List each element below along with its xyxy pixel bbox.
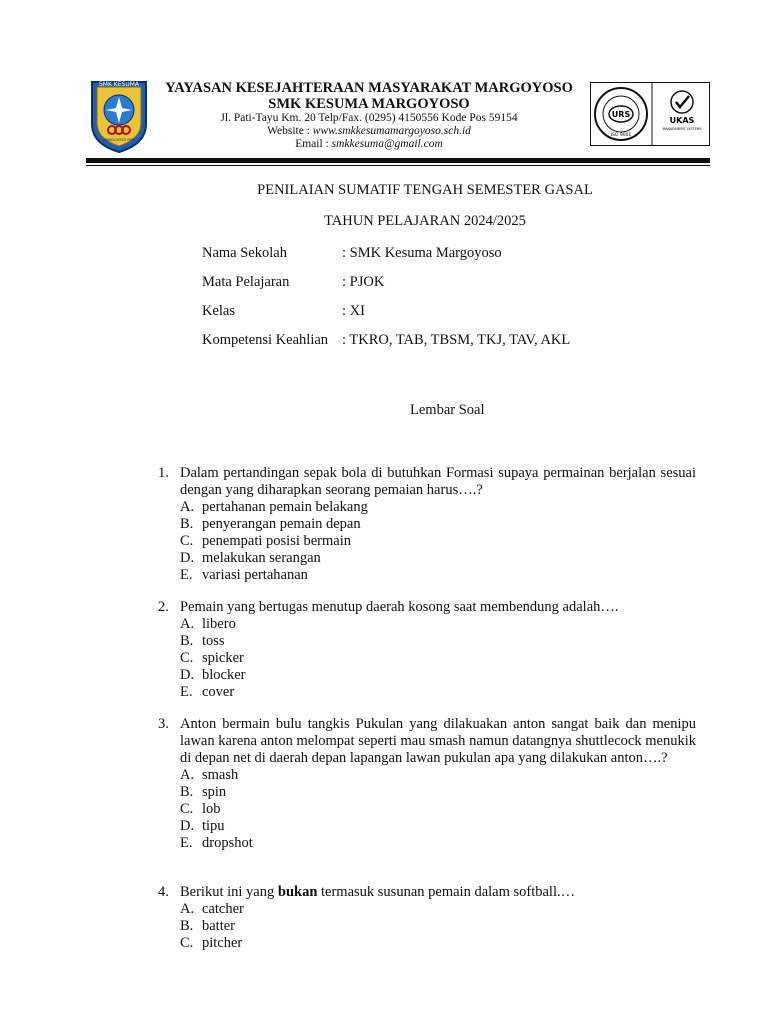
option-text: dropshot bbox=[202, 835, 253, 851]
option-text: pitcher bbox=[202, 935, 243, 951]
question-1 bbox=[158, 465, 696, 584]
option-letter: D. bbox=[180, 550, 195, 566]
logo-text: SMK KESUMA bbox=[98, 81, 140, 88]
option-text: catcher bbox=[202, 901, 244, 917]
question-number: 2. bbox=[158, 599, 169, 615]
option-item bbox=[180, 818, 696, 835]
option-item bbox=[180, 901, 696, 918]
email-line bbox=[150, 138, 588, 150]
question-text: Pemain yang bertugas menutup daerah kosong saat membendung adalah…. bbox=[180, 599, 619, 615]
option-letter: B. bbox=[180, 516, 194, 532]
ukas-sub-text: MANAGEMENT SYSTEMS bbox=[662, 127, 702, 131]
website-line bbox=[150, 125, 588, 137]
question-number: 3. bbox=[158, 716, 169, 732]
header-divider-thick bbox=[86, 158, 710, 163]
option-item bbox=[180, 550, 696, 567]
option-letter: B. bbox=[180, 918, 194, 934]
question-3 bbox=[158, 716, 696, 852]
question-text-part: Berikut ini yang bbox=[180, 884, 278, 900]
option-letter: C. bbox=[180, 935, 194, 951]
option-text: smash bbox=[202, 767, 239, 783]
option-letter: B. bbox=[180, 784, 194, 800]
email-link[interactable]: smkkesuma@gmail.com bbox=[331, 138, 443, 150]
option-text: toss bbox=[202, 633, 225, 649]
logo-bottom-text: MARGOYOSO PATI bbox=[103, 138, 135, 142]
option-text: spin bbox=[202, 784, 227, 800]
question-emphasis: bukan bbox=[277, 884, 318, 900]
academic-year: TAHUN PELAJARAN 2024/2025 bbox=[324, 213, 526, 229]
option-letter: A. bbox=[180, 499, 195, 515]
certification-logos bbox=[590, 82, 710, 146]
info-row bbox=[202, 245, 502, 262]
option-item bbox=[180, 667, 696, 684]
option-text: penempati posisi bermain bbox=[202, 533, 351, 549]
foundation-name: YAYASAN KESEJAHTERAAN MASYARAKAT MARGOYOSO bbox=[165, 80, 573, 96]
option-text: cover bbox=[202, 684, 235, 700]
info-value: : PJOK bbox=[342, 274, 385, 290]
option-item bbox=[180, 516, 696, 533]
cert-urs-text: URS bbox=[611, 110, 631, 119]
email-label: Email : bbox=[295, 138, 332, 150]
question-4 bbox=[158, 884, 696, 952]
info-label: Nama Sekolah bbox=[202, 245, 287, 261]
option-text: lob bbox=[202, 801, 221, 817]
school-name: SMK KESUMA MARGOYOSO bbox=[268, 96, 470, 112]
option-letter: C. bbox=[180, 533, 194, 549]
option-letter: D. bbox=[180, 667, 195, 683]
option-letter: E. bbox=[180, 835, 193, 851]
option-item bbox=[180, 567, 696, 584]
option-text: blocker bbox=[202, 667, 246, 683]
option-item bbox=[180, 616, 696, 633]
option-letter: E. bbox=[180, 567, 193, 583]
info-row bbox=[202, 332, 570, 349]
question-text-part: termasuk susunan pemain dalam softball.… bbox=[317, 884, 576, 900]
option-item bbox=[180, 935, 696, 952]
option-text: penyerangan pemain depan bbox=[202, 516, 361, 532]
question-text: Dalam pertandingan sepak bola di butuhkan Formasi supaya permainan berjalan sesuai dengan yang diharapkan seorang pemaian harus….? bbox=[180, 465, 696, 498]
website-link[interactable]: www.smkkesumamargoyoso.sch.id bbox=[312, 125, 471, 137]
option-letter: D. bbox=[180, 818, 195, 834]
school-logo bbox=[88, 78, 150, 154]
option-text: libero bbox=[202, 616, 236, 632]
option-text: spicker bbox=[202, 650, 244, 666]
school-address: Jl. Pati-Tayu Km. 20 Telp/Fax. (0295) 4150556 Kode Pos 59154 bbox=[220, 112, 518, 124]
option-text: batter bbox=[202, 918, 236, 934]
option-text: tipu bbox=[202, 818, 225, 834]
ukas-text: UKAS bbox=[669, 116, 695, 125]
option-item bbox=[180, 767, 696, 784]
info-row bbox=[202, 274, 384, 291]
option-item bbox=[180, 684, 696, 701]
info-label: Mata Pelajaran bbox=[202, 274, 290, 290]
option-item bbox=[180, 801, 696, 818]
info-value: : SMK Kesuma Margoyoso bbox=[342, 245, 502, 261]
option-item bbox=[180, 533, 696, 550]
option-text: melakukan serangan bbox=[202, 550, 321, 566]
cert-iso-text: ISO 9001 bbox=[610, 133, 632, 138]
question-number: 1. bbox=[158, 465, 169, 481]
question-text bbox=[180, 884, 696, 901]
option-item bbox=[180, 650, 696, 667]
option-item bbox=[180, 835, 696, 852]
option-letter: A. bbox=[180, 901, 195, 917]
info-row bbox=[202, 303, 365, 320]
option-letter: A. bbox=[180, 767, 195, 783]
info-value: : TKRO, TAB, TBSM, TKJ, TAV, AKL bbox=[342, 332, 571, 348]
section-title: Lembar Soal bbox=[410, 402, 485, 418]
option-letter: A. bbox=[180, 616, 195, 632]
info-label: Kompetensi Keahlian bbox=[202, 332, 329, 348]
website-label: Website : bbox=[267, 125, 313, 137]
option-letter: E. bbox=[180, 684, 193, 700]
question-2 bbox=[158, 599, 696, 701]
question-text: Anton bermain bulu tangkis Pukulan yang dilakuakan anton sangat baik dan menipu lawan karena anton melompat seperti mau smash namun datangnya shuttlecock menukik di depan net di daerah depan lapangan lawan pukulan apa yang dilakukan anton….? bbox=[180, 716, 696, 766]
question-number: 4. bbox=[158, 884, 169, 900]
option-item bbox=[180, 784, 696, 801]
info-label: Kelas bbox=[202, 303, 236, 319]
info-value: : XI bbox=[342, 303, 365, 319]
option-text: variasi pertahanan bbox=[202, 567, 308, 583]
header-divider-thin bbox=[86, 165, 710, 166]
option-text: pertahanan pemain belakang bbox=[202, 499, 368, 515]
option-item bbox=[180, 633, 696, 650]
option-letter: C. bbox=[180, 801, 194, 817]
option-letter: B. bbox=[180, 633, 194, 649]
option-item bbox=[180, 499, 696, 516]
option-letter: C. bbox=[180, 650, 194, 666]
option-item bbox=[180, 918, 696, 935]
exam-title: PENILAIAN SUMATIF TENGAH SEMESTER GASAL bbox=[257, 182, 593, 198]
